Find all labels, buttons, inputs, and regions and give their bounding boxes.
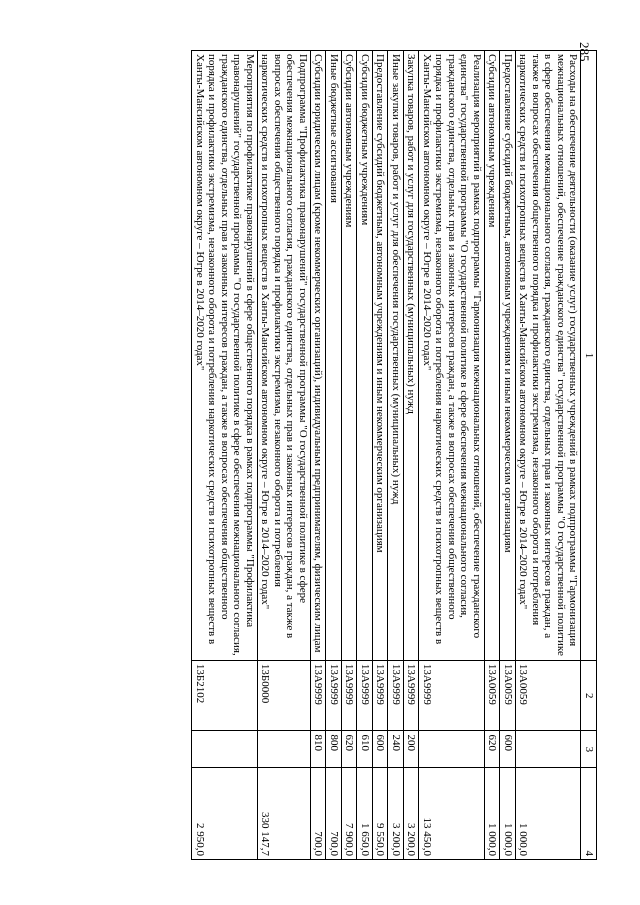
row-code: 13А9999 [373, 660, 389, 731]
row-name: Закупка товаров, работ и услуг для государственных (муниципальных) нужд [404, 51, 420, 661]
table-row [516, 51, 582, 860]
table-row [326, 51, 342, 860]
table-row [373, 51, 389, 860]
row-amount: 700,0 [311, 768, 327, 860]
row-amount: 1 000,0 [516, 768, 582, 860]
table-row [192, 51, 258, 860]
row-name: Реализация мероприятий в рамках подпрограммы "Гармонизация межнациональных отношений, обеспечение гражданского единства" государственной программы "О государственной политике в сфере обеспечения межнационального согласия, гражданского единства, отдельных прав и законных интересов граждан, а также в вопросах обеспечения общественного порядка и профилактики экстремизма, незаконного оборота и потребления наркотических средств и психотропных веществ в Ханты-Мансийском автономном округе – Югре в 2014–2020 годах" [419, 51, 485, 661]
row-expense-type [258, 731, 311, 768]
budget-table [192, 50, 598, 860]
table-row [342, 51, 358, 860]
row-expense-type: 240 [388, 731, 404, 768]
row-name: Мероприятия по профилактике правонарушений в сфере общественного порядка в рамках подпрограммы "Профилактика правонарушений" государственной программы "О государственной политике в сфере обеспечения межнационального согласия, гражданского единства, отдельных прав и законных интересов граждан, а также в вопросах обеспечения общественного порядка и профилактики экстремизма, незаконного оборота и потребления наркотических средств и психотропных веществ в Ханты-Мансийском автономном округе – Югре в 2014–2020 годах" [192, 51, 258, 661]
row-amount: 3 200,0 [388, 768, 404, 860]
row-code: 13А9999 [342, 660, 358, 731]
header-col-4: 4 [581, 768, 597, 860]
table-row [419, 51, 485, 860]
header-col-1: 1 [581, 51, 597, 661]
row-code: 13А9999 [357, 660, 373, 731]
row-name: Субсидии бюджетным учреждениям [357, 51, 373, 661]
header-row [581, 51, 597, 860]
header-col-3: 3 [581, 731, 597, 768]
row-code: 13А0059 [516, 660, 582, 731]
table-row [357, 51, 373, 860]
row-code: 13А9999 [311, 660, 327, 731]
row-amount: 330 147,7 [258, 768, 311, 860]
row-amount: 2 950,0 [192, 768, 258, 860]
table-row [388, 51, 404, 860]
row-code: 13А0059 [485, 660, 501, 731]
rotated-table-wrapper [37, 50, 597, 860]
row-amount: 700,0 [326, 768, 342, 860]
row-expense-type [192, 731, 258, 768]
row-code: 13А9999 [404, 660, 420, 731]
row-code: 13Б2102 [192, 660, 258, 731]
row-code: 13А9999 [419, 660, 485, 731]
row-amount: 9 550,0 [373, 768, 389, 860]
table-row [311, 51, 327, 860]
row-code: 13Б0000 [258, 660, 311, 731]
table-row [404, 51, 420, 860]
row-expense-type: 600 [500, 731, 516, 768]
row-expense-type: 620 [342, 731, 358, 768]
row-expense-type: 810 [311, 731, 327, 768]
row-name: Подпрограмма "Профилактика правонарушений" государственной программы "О государственной политике в сфере обеспечения межнационального согласия, гражданского единства, отдельных прав и законных интересов граждан, а также в вопросах обеспечения общественного порядка и профилактики экстремизма, незаконного оборота и потребления наркотических средств и психотропных веществ в Ханты-Мансийском автономном округе – Югре в 2014–2020 годах" [258, 51, 311, 661]
row-expense-type: 800 [326, 731, 342, 768]
row-name: Предоставление субсидий бюджетным, автономным учреждениям и иным некоммерческим организациям [500, 51, 516, 661]
row-code: 13А0059 [500, 660, 516, 731]
row-expense-type: 610 [357, 731, 373, 768]
row-name: Субсидии юридическим лицам (кроме некоммерческих организаций), индивидуальным предпринимателям, физическим лицам [311, 51, 327, 661]
row-amount: 7 900,0 [342, 768, 358, 860]
row-name: Иные бюджетные ассигнования [326, 51, 342, 661]
row-amount: 3 200,0 [404, 768, 420, 860]
row-expense-type: 600 [373, 731, 389, 768]
row-code: 13А9999 [326, 660, 342, 731]
row-code: 13А9999 [388, 660, 404, 731]
table-row [258, 51, 311, 860]
row-amount: 1 650,0 [357, 768, 373, 860]
table-row [485, 51, 501, 860]
row-expense-type [516, 731, 582, 768]
row-amount: 1 000,0 [485, 768, 501, 860]
row-name: Расходы на обеспечение деятельности (оказание услуг) государственных учреждений в рамках подпрограммы "Гармонизация межнациональных отношений, обеспечение гражданского единства" государственной программы "О государственной политике в сфере обеспечения межнационального согласия, гражданского единства, отдельных прав и законных интересов граждан, а также в вопросах обеспечения общественного порядка и профилактики экстремизма, незаконного оборота и потребления наркотических средств и психотропных веществ в Ханты-Мансийском автономном округе – Югре в 2014–2020 годах" [516, 51, 582, 661]
row-name: Субсидии автономным учреждениям [342, 51, 358, 661]
row-expense-type: 620 [485, 731, 501, 768]
row-name: Субсидии автономным учреждениям [485, 51, 501, 661]
page-number: 285 [577, 42, 592, 62]
row-amount: 13 450,0 [419, 768, 485, 860]
table-row [500, 51, 516, 860]
row-name: Предоставление субсидий бюджетным, автономным учреждениям и иным некоммерческим организациям [373, 51, 389, 661]
row-name: Иные закупки товаров, работ и услуг для обеспечения государственных (муниципальных) нужд [388, 51, 404, 661]
row-expense-type: 200 [404, 731, 420, 768]
row-amount: 1 000,0 [500, 768, 516, 860]
row-expense-type [419, 731, 485, 768]
header-col-2: 2 [581, 660, 597, 731]
